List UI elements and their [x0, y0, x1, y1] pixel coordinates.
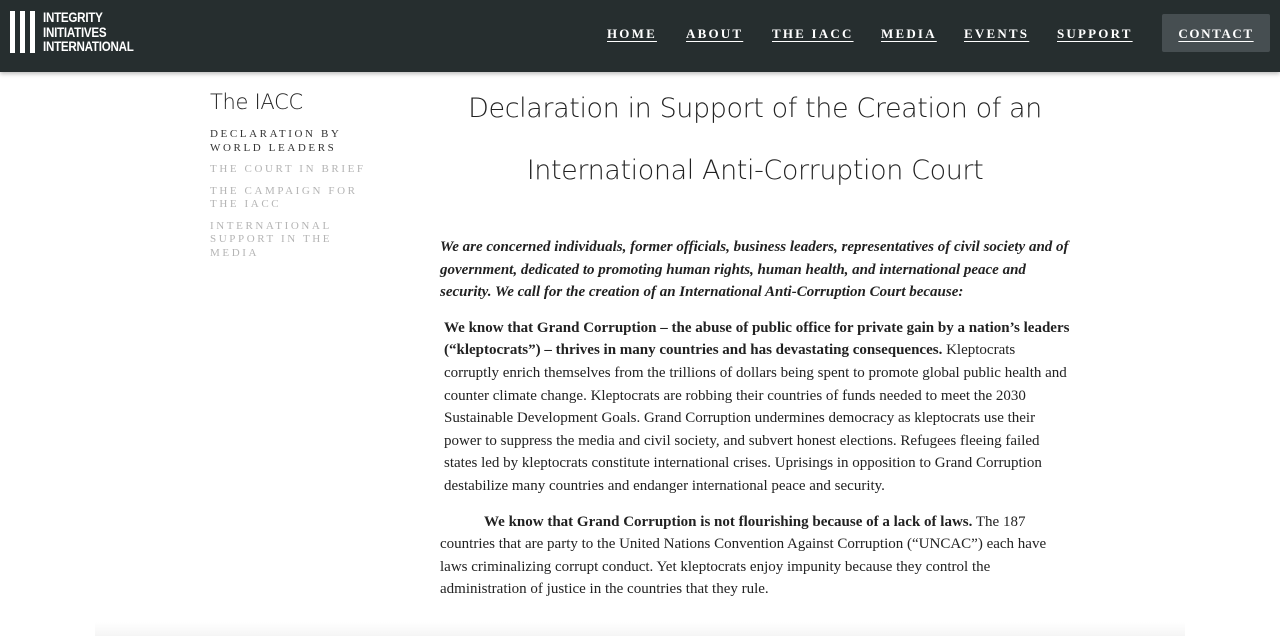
- nav-media[interactable]: MEDIA: [881, 26, 937, 41]
- logo-bars-icon: [10, 11, 35, 53]
- paragraph-text: Kleptocrats corruptly enrich themselves from the trillions of dollars being spent to promote global public health and counter climate change. Kleptocrats are robbing their countries of funds needed to meet the 2030 Sustainable Development Goals. Grand Corruption undermines democracy as kleptocrats use their power to suppress the media and civil society, and subvert honest elections. Refugees fleeing failed states led by kleptocrats constitute international crises. Uprisings in opposition to Grand Corruption destabilize many countries and endanger international peace and security.: [444, 342, 1067, 494]
- sidebar-item-court-in-brief[interactable]: THE COURT IN BRIEF: [210, 163, 366, 175]
- sidebar-item-declaration[interactable]: DECLARATION BY WORLD LEADERS: [210, 128, 342, 154]
- brand-logo[interactable]: [10, 11, 148, 55]
- paragraph-text: The 187 countries that are party to the United Nations Convention Against Corruption (“UNCAC”) each have laws criminalizing corrupt conduct. Yet kleptocrats enjoy impunity because they control the administration of justice in the countries that they rule.: [440, 513, 1047, 598]
- body-paragraph: [440, 317, 1070, 498]
- sidebar-item-media-support[interactable]: INTERNATIONAL SUPPORT IN THE MEDIA: [210, 219, 333, 259]
- nav-about[interactable]: ABOUT: [686, 26, 744, 41]
- nav-support[interactable]: SUPPORT: [1057, 26, 1133, 41]
- brand-wordmark: [43, 11, 134, 55]
- declaration-body: [440, 236, 1070, 614]
- paragraph-lead: We know that Grand Corruption is not flourishing because of a lack of laws.: [484, 513, 973, 530]
- page-title: Declaration in Support of the Creation of an International Anti-Corruption Court: [468, 93, 1042, 186]
- nav-events[interactable]: EVENTS: [964, 26, 1030, 41]
- brand-line: INITIATIVES: [43, 24, 107, 40]
- sidebar-item-campaign[interactable]: THE CAMPAIGN FOR THE IACC: [210, 184, 358, 210]
- contact-button[interactable]: [1162, 14, 1270, 52]
- intro-paragraph: We are concerned individuals, former officials, business leaders, representatives of civil society and of government, dedicated to promoting human rights, human health, and international peace and security. We call for the creation of an International Anti-Corruption Court because:: [440, 239, 1069, 301]
- nav-home[interactable]: HOME: [607, 26, 657, 41]
- sidebar-title: The IACC: [210, 90, 303, 114]
- top-navigation-bar: [0, 0, 1280, 72]
- contact-button-label: CONTACT: [1178, 26, 1254, 41]
- nav-the-iacc[interactable]: THE IACC: [772, 26, 854, 41]
- body-paragraph: [440, 511, 1070, 601]
- brand-line: INTERNATIONAL: [43, 39, 134, 54]
- brand-line: INTEGRITY: [43, 10, 103, 25]
- footer-shadow: [95, 622, 1185, 636]
- sidebar-nav: [210, 128, 375, 268]
- paragraph-lead: We know that Grand Corruption – the abuse of public office for private gain by a nation’s leaders (“kleptocrats”) – thrives in many countries and has devastating consequences.: [444, 319, 1070, 359]
